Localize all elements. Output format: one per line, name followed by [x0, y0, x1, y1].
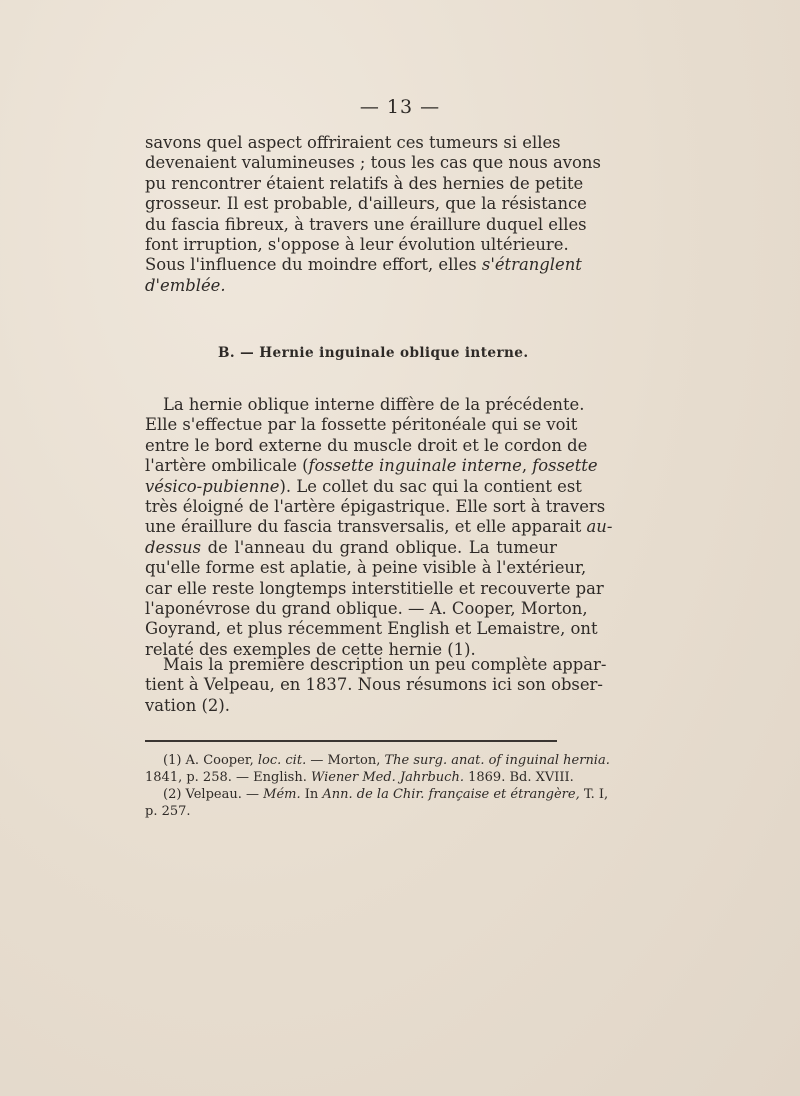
footnotes — [145, 752, 610, 820]
italic-term: Ann. de la Chir. française et étrangère, — [322, 787, 580, 802]
text-fragment: (2) Velpeau. — — [163, 787, 264, 802]
text-line: devenaient valumineuses ; tous les cas que nous avons — [145, 153, 601, 173]
paragraph-3 — [145, 655, 607, 716]
text-line: du fascia fibreux, à travers une éraillure duquel elles — [145, 214, 587, 234]
italic-term: Wiener Med. Jahrbuch. — [310, 770, 464, 785]
footnote-rule — [145, 740, 557, 742]
paragraph-1 — [145, 133, 601, 296]
text-fragment: l'artère ombilicale ( — [145, 456, 309, 476]
text-fragment: T. I, — [579, 787, 609, 802]
text-line: qu'elle forme est aplatie, à peine visible à l'extérieur, — [145, 558, 587, 578]
text-fragment: In — [300, 787, 323, 802]
text-line: savons quel aspect offriraient ces tumeurs si elles — [145, 133, 561, 152]
text-line — [145, 255, 582, 275]
text-fragment: de l'anneau du grand oblique. La tumeur — [200, 537, 557, 557]
text-fragment: 1841, p. 258. — English. — [145, 770, 311, 785]
footnote-1-cont — [145, 769, 574, 786]
text-line: Mais la première description un peu complète appar- — [163, 655, 607, 674]
text-line: vation (2). — [145, 695, 230, 715]
text-line: entre le bord externe du muscle droit et le cordon de — [145, 435, 588, 455]
italic-term: Mém. — [263, 787, 301, 802]
italic-term: loc. cit. — [257, 753, 307, 768]
footnote-2-cont: p. 257. — [145, 804, 191, 819]
italic-term: fossette — [532, 456, 598, 476]
text-fragment: Sous l'influence du moindre effort, elles — [145, 255, 482, 275]
text-fragment: 1869. Bd. XVIII. — [463, 770, 574, 785]
text-line: car elle reste longtemps interstitielle et recouverte par — [145, 578, 604, 598]
italic-term: The surg. anat. of inguinal hernia. — [384, 753, 610, 768]
section-title: B. — Hernie inguinale oblique interne. — [218, 345, 529, 361]
italic-term: d'emblée. — [145, 275, 226, 295]
text-fragment: ). Le collet du sac qui la contient est — [279, 476, 582, 496]
text-fragment: (1) A. Cooper, — [163, 753, 258, 768]
page-number: — 13 — — [359, 96, 441, 118]
footnote-2 — [145, 786, 609, 803]
italic-term: fossette inguinale interne — [308, 456, 522, 476]
text-line: font irruption, s'oppose à leur évolution ultérieure. — [145, 235, 569, 255]
paragraph-2 — [145, 395, 613, 660]
text-line: La hernie oblique interne diffère de la précédente. — [163, 395, 585, 414]
italic-term: dessus — [145, 537, 201, 557]
text-fragment: , — [521, 456, 533, 476]
text-line: l'aponévrose du grand oblique. — A. Cooper, Morton, — [145, 599, 588, 619]
text-fragment: — Morton, — [306, 753, 385, 768]
text-line — [145, 276, 557, 296]
footnote-1 — [145, 752, 610, 769]
text-line: Goyrand, et plus récemment English et Lemaistre, ont — [145, 619, 598, 639]
text-line: grosseur. Il est probable, d'ailleurs, que la résistance — [145, 194, 587, 214]
italic-term: vésico-pubienne — [145, 476, 280, 496]
text-line — [145, 456, 598, 476]
text-line: tient à Velpeau, en 1837. Nous résumons ici son obser- — [145, 675, 603, 695]
text-fragment: une éraillure du fascia transversalis, et elle apparait — [145, 517, 587, 537]
text-line: relaté des exemples de cette hernie (1). — [145, 639, 476, 659]
italic-term: s'étranglent — [481, 255, 582, 275]
text-line: très éloigné de l'artère épigastrique. Elle sort à travers — [145, 497, 606, 517]
text-line — [145, 538, 557, 558]
text-line: Elle s'effectue par la fossette péritonéale qui se voit — [145, 415, 578, 435]
text-line — [145, 476, 582, 497]
italic-term: au- — [586, 517, 613, 537]
text-line: pu rencontrer étaient relatifs à des hernies de petite — [145, 173, 584, 193]
text-line — [145, 517, 613, 537]
